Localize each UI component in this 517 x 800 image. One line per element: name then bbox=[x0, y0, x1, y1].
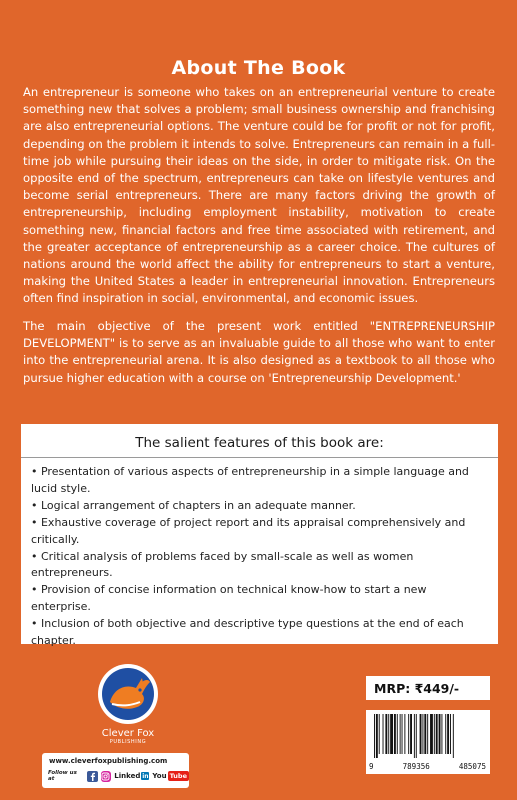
barcode-bar bbox=[453, 714, 454, 758]
isbn-group2: 485075 bbox=[458, 762, 486, 771]
publisher-name: Clever Fox bbox=[101, 728, 155, 739]
isbn-number bbox=[366, 762, 490, 771]
barcode-bar bbox=[447, 714, 449, 754]
features-list bbox=[31, 464, 488, 650]
barcode-bar bbox=[420, 714, 422, 754]
barcode-bar bbox=[394, 714, 396, 754]
barcode-bar bbox=[416, 714, 417, 758]
features-divider bbox=[21, 457, 498, 458]
youtube-you: You bbox=[152, 772, 167, 780]
price-box bbox=[366, 676, 490, 700]
facebook-icon[interactable] bbox=[87, 771, 98, 782]
barcode-bar bbox=[383, 714, 384, 754]
barcode-bar bbox=[436, 714, 438, 754]
barcode-box bbox=[366, 710, 490, 774]
barcode-bar bbox=[402, 714, 403, 754]
barcode-bar bbox=[414, 714, 415, 758]
isbn-group1: 789356 bbox=[402, 762, 430, 771]
barcode-bar bbox=[385, 714, 387, 754]
linkedin-icon[interactable] bbox=[114, 772, 149, 780]
barcode-bar bbox=[379, 714, 380, 754]
barcode-bar bbox=[400, 714, 401, 754]
barcode-bar bbox=[410, 714, 412, 754]
barcode-bar bbox=[439, 714, 441, 754]
youtube-icon[interactable] bbox=[152, 771, 189, 781]
intro-paragraph: An entrepreneur is someone who takes on an entrepreneurial venture to create something new that solves a problem; small business ownership and franchising are also entrepreneurial options. The venture could be for profit or not for profit, depending on the problem it intends to solve. Entrepreneurs can remain in a full-time job while pursuing their ideas on the side, in order to mitigate risk. On the opposite end of the spectrum, entrepreneurs can take on lifestyle ventures and become serial entrepreneurs. There are many factors driving the growth of entrepreneurship, including employment instability, motivation to create something new, financial factors and free time associated with retirement, and the greater acceptance of entrepreneurship as a career choice. The cultures of nations around the world affect the ability for entrepreneurs to start a venture, making the United States a leader in entrepreneurial innovation. Entrepreneurs often find inspiration in social, environmental, and economic issues. bbox=[23, 85, 495, 306]
barcode-bar bbox=[397, 714, 398, 754]
features-heading: The salient features of this book are: bbox=[135, 435, 384, 451]
barcode-bar bbox=[388, 714, 389, 754]
youtube-tube: Tube bbox=[169, 772, 187, 780]
barcode-bar bbox=[430, 714, 433, 754]
social-row bbox=[48, 770, 189, 782]
feature-item: • Logical arrangement of chapters in an adequate manner. bbox=[31, 498, 356, 512]
publisher-sub: PUBLISHING bbox=[109, 739, 147, 745]
barcode-bar bbox=[450, 714, 451, 754]
feature-item: • Critical analysis of problems faced by small-scale as well as women entrepreneurs. bbox=[31, 549, 414, 580]
barcode-bar bbox=[376, 714, 378, 758]
barcode-bar bbox=[404, 714, 405, 754]
linkedin-in-badge: in bbox=[142, 772, 149, 780]
page-title: About The Book bbox=[171, 56, 346, 79]
barcode-bar bbox=[441, 714, 442, 754]
feature-item: • Provision of concise information on technical know-how to start a new enterprise. bbox=[31, 583, 427, 614]
publisher-name-block bbox=[90, 728, 166, 745]
barcode-icon bbox=[372, 714, 484, 758]
feature-item: • Inclusion of both objective and descriptive type questions at the end of each chapter. bbox=[31, 617, 464, 648]
barcode-bar bbox=[422, 714, 423, 754]
feature-item: • Presentation of various aspects of entrepreneurship in a simple language and lucid style. bbox=[31, 465, 469, 495]
linkedin-text: Linked bbox=[114, 772, 141, 780]
contact-box bbox=[42, 753, 189, 788]
price-label: MRP: ₹449/- bbox=[374, 680, 460, 696]
barcode-bar bbox=[408, 714, 409, 754]
feature-item: • Exhaustive coverage of project report and its appraisal comprehensively and critically. bbox=[31, 515, 466, 546]
barcode-bar bbox=[427, 714, 428, 754]
barcode-bar bbox=[424, 714, 426, 754]
barcode-bar bbox=[390, 714, 393, 754]
barcode-bar bbox=[374, 714, 375, 758]
isbn-lead: 9 bbox=[369, 762, 374, 771]
features-box bbox=[21, 424, 498, 648]
publisher-logo-icon bbox=[90, 658, 166, 734]
instagram-icon[interactable] bbox=[101, 771, 112, 782]
barcode-bar bbox=[434, 714, 435, 754]
barcode-bar bbox=[445, 714, 446, 754]
follow-label: Follow us at bbox=[48, 770, 77, 782]
objective-paragraph: The main objective of the present work entitled "ENTREPRENEURSHIP DEVELOPMENT" is to serve as an invaluable guide to all those who want to enter into the entrepreneurial arena. It is also designed as a textbook to all those who pursue higher education with a course on 'Entrepreneurship Development.' bbox=[23, 319, 495, 385]
website-link[interactable]: www.cleverfoxpublishing.com bbox=[49, 757, 168, 765]
